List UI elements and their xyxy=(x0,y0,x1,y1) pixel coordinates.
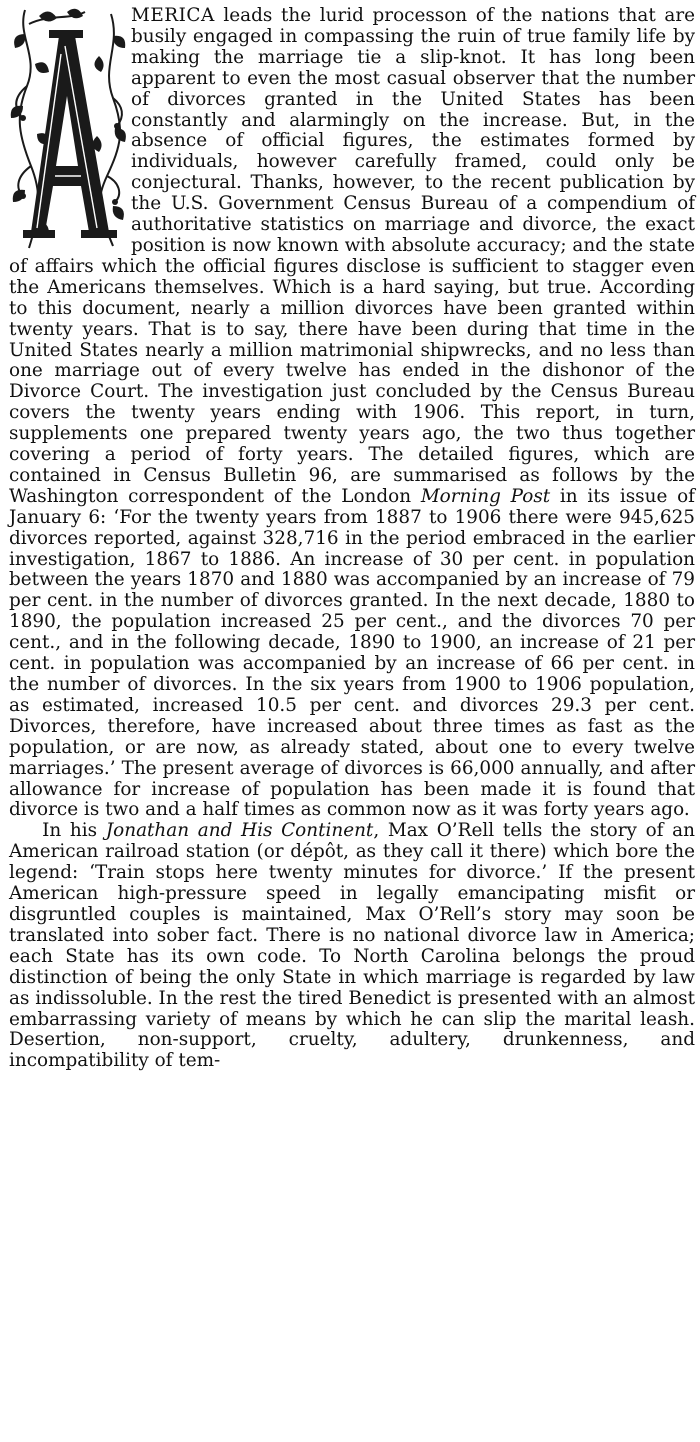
book-title: Jonathan and His Continent xyxy=(105,820,374,842)
ornamental-vine-icon xyxy=(9,6,127,252)
paragraph-2 xyxy=(9,821,695,1072)
decorated-initial-a xyxy=(9,6,127,252)
paragraph-2-text-b: , Max O’Rell tells the story of an American railroad station (or dépôt, as they call it there) which bore the legend: ‘Train stops here twenty minutes for divorce.’ If the present American high-pressure speed in legally emancipating misfit or disgruntled couples is maintained, Max O’Rell’s story may soon be translated into sober fact. There is no national divorce law in America; each State has its own code. To North Carolina belongs the proud distinction of being the only State in which marriage is regarded by law as indissoluble. In the rest the tired Benedict is presented with an almost embarrassing variety of means by which he can slip the marital leash. Desertion, non-support, cruelty, adultery, drunkenness, and incompatibility of tem- xyxy=(9,820,695,1072)
paragraph-2-text-a: In his xyxy=(42,820,106,842)
newspaper-title: Morning Post xyxy=(420,485,551,507)
paragraph-1-text-a: leads the lurid processon of the nations that are busily engaged in compassing the ruin of true family life by making the marriage tie a slip-knot. It has long been apparent to even the most casual observer that the number of divorces granted in the United States has been constantly and alarmingly on the increase. But, in the absence of official figures, the estimates formed by individuals, however carefully framed, could only be conjectural. Thanks, however, to the recent publication by the U.S. Government Census Bureau of a compendium of authoritative statistics on marriage and divorce, the exact position is now known with absolute accuracy; and the state of affairs which the official figures disclose is sufficient to stagger even the Americans themselves. Which is a hard saying, but true. According to this document, nearly a million divorces have been granted within twenty years. That is to say, there have been during that time in the United States nearly a million matrimonial shipwrecks, and no less than one marriage out of every twelve has ended in the dishonor of the Divorce Court. The investigation just concluded by the Census Bureau covers the twenty years ending with 1906. This report, in turn, supplements one prepared twenty years ago, the two thus together covering a period of forty years. The detailed figures, which are contained in Census Bulletin 96, are summarised as follows by the Washington correspondent of the London xyxy=(9,5,695,507)
paragraph-1-text-b: in its issue of January 6: ‘For the twenty years from 1887 to 1906 there were 945,625 divorces reported, against 328,716 in the period embraced in the earlier investigation, 1867 to 1886. An increase of 30 per cent. in population between the years 1870 and 1880 was accompanied by an increase of 79 per cent. in the number of divorces granted. In the next decade, 1880 to 1890, the population increased 25 per cent., and the divorces 70 per cent., and in the following decade, 1890 to 1900, an increase of 21 per cent. in population was accompanied by an increase of 66 per cent. in the number of divorces. In the six years from 1900 to 1906 population, as estimated, increased 10.5 per cent. and divorces 29.3 per cent. Divorces, therefore, have increased about three times as fast as the population, or are now, as already stated, about one to every twelve marriages.’ The present average of divorces is 66,000 annually, and after allowance for increase of population has been made it is found that divorce is two and a half times as common now as it was forty years ago. xyxy=(9,485,695,821)
lead-word: MERICA xyxy=(131,5,215,26)
